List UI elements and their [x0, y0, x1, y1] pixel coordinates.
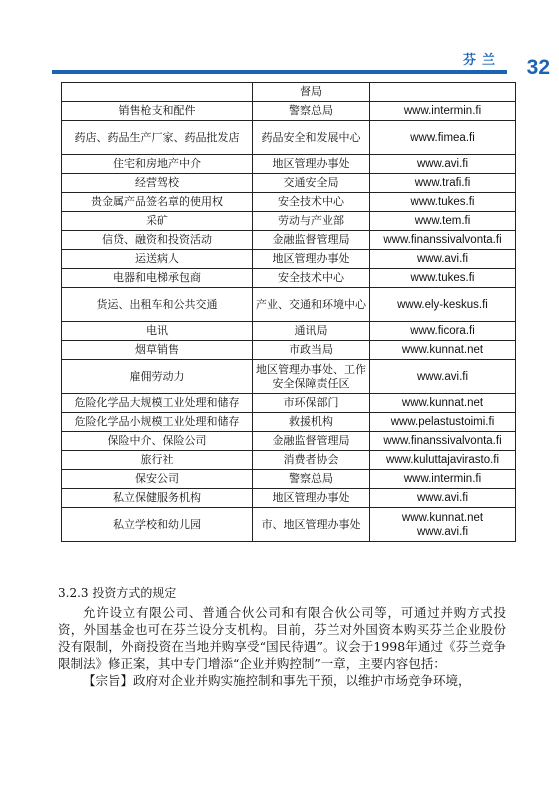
activity-cell: 贵金属产品签名章的使用权: [62, 193, 253, 212]
website-cell[interactable]: www.kunnat.net: [370, 341, 516, 360]
activity-cell: 危险化学品大规模工业处理和储存: [62, 394, 253, 413]
table-row: [62, 193, 516, 212]
activity-cell: 药店、药品生产厂家、药品批发店: [62, 121, 253, 155]
table-row: [62, 413, 516, 432]
table-row: [62, 470, 516, 489]
website-cell[interactable]: www.ely-keskus.fi: [370, 288, 516, 322]
page-number: 32: [526, 56, 550, 79]
activity-cell: [62, 83, 253, 102]
section-title: 3.2.3 投资方式的规定: [58, 586, 177, 600]
table-row: [62, 508, 516, 542]
activity-cell: 采矿: [62, 212, 253, 231]
website-cell[interactable]: www.fimea.fi: [370, 121, 516, 155]
page-header: [0, 0, 559, 80]
table-row: [62, 250, 516, 269]
activity-cell: 货运、出租车和公共交通: [62, 288, 253, 322]
website-cell[interactable]: www.tem.fi: [370, 212, 516, 231]
activity-cell: 销售枪支和配件: [62, 102, 253, 121]
website-cell[interactable]: www.pelastustoimi.fi: [370, 413, 516, 432]
table-row: [62, 121, 516, 155]
website-cell[interactable]: www.kunnat.net www.avi.fi: [370, 508, 516, 542]
authority-cell: 地区管理办事处: [253, 155, 370, 174]
website-cell[interactable]: www.tukes.fi: [370, 269, 516, 288]
activity-cell: 保险中介、保险公司: [62, 432, 253, 451]
website-cell[interactable]: www.avi.fi: [370, 250, 516, 269]
website-cell[interactable]: www.kunnat.net: [370, 394, 516, 413]
table-row: [62, 489, 516, 508]
website-cell[interactable]: www.finanssivalvonta.fi: [370, 231, 516, 250]
table-row: [62, 322, 516, 341]
authority-cell: 产业、交通和环境中心: [253, 288, 370, 322]
authority-cell: 救援机构: [253, 413, 370, 432]
authority-cell: 安全技术中心: [253, 269, 370, 288]
website-cell[interactable]: www.avi.fi: [370, 489, 516, 508]
authority-cell: 警察总局: [253, 102, 370, 121]
authority-cell: 通讯局: [253, 322, 370, 341]
website-cell[interactable]: www.intermin.fi: [370, 102, 516, 121]
authority-cell: 市环保部门: [253, 394, 370, 413]
table-row: [62, 155, 516, 174]
authority-cell: 金融监督管理局: [253, 231, 370, 250]
header-rule: [52, 70, 507, 74]
section-body: [58, 604, 506, 689]
website-cell[interactable]: www.tukes.fi: [370, 193, 516, 212]
authority-cell: 金融监督管理局: [253, 432, 370, 451]
website-cell[interactable]: www.avi.fi: [370, 360, 516, 394]
table-row: [62, 212, 516, 231]
regulatory-table: [61, 82, 516, 542]
activity-cell: 经营驾校: [62, 174, 253, 193]
table-row: [62, 83, 516, 102]
website-cell[interactable]: www.trafi.fi: [370, 174, 516, 193]
activity-cell: 保安公司: [62, 470, 253, 489]
table-row: [62, 360, 516, 394]
activity-cell: 旅行社: [62, 451, 253, 470]
authority-cell: 地区管理办事处、工作安全保障责任区: [253, 360, 370, 394]
activity-cell: 私立学校和幼儿园: [62, 508, 253, 542]
authority-cell: 市、地区管理办事处: [253, 508, 370, 542]
table-row: [62, 432, 516, 451]
website-cell[interactable]: www.kuluttajavirasto.fi: [370, 451, 516, 470]
authority-cell: 警察总局: [253, 470, 370, 489]
activity-cell: 烟草销售: [62, 341, 253, 360]
table-row: [62, 341, 516, 360]
website-cell[interactable]: www.avi.fi: [370, 155, 516, 174]
country-title: 芬兰: [462, 53, 501, 68]
paragraph: 【宗旨】政府对企业并购实施控制和事先干预，以维护市场竞争环境，: [83, 673, 471, 688]
table-row: [62, 394, 516, 413]
activity-cell: 住宅和房地产中介: [62, 155, 253, 174]
authority-cell: 药品安全和发展中心: [253, 121, 370, 155]
activity-cell: 危险化学品小规模工业处理和储存: [62, 413, 253, 432]
table-row: [62, 288, 516, 322]
table-row: [62, 174, 516, 193]
authority-cell: 消费者协会: [253, 451, 370, 470]
website-cell[interactable]: www.finanssivalvonta.fi: [370, 432, 516, 451]
table-row: [62, 451, 516, 470]
activity-cell: 电器和电梯承包商: [62, 269, 253, 288]
authority-cell: 劳动与产业部: [253, 212, 370, 231]
activity-cell: 电讯: [62, 322, 253, 341]
website-cell[interactable]: www.ficora.fi: [370, 322, 516, 341]
authority-cell: 安全技术中心: [253, 193, 370, 212]
table-row: [62, 231, 516, 250]
website-cell[interactable]: [370, 83, 516, 102]
activity-cell: 私立保健服务机构: [62, 489, 253, 508]
paragraph: 允许设立有限公司、普通合伙公司和有限合伙公司等，可通过并购方式投资，外国基金也可在芬兰设分支机构。目前，芬兰对外国资本购买芬兰企业股份没有限制，外商投资在当地并购享受“国民待遇”。议会于1998年通过《芬兰竞争限制法》修正案，其中专门增添“企业并购控制”一章，主要内容包括：: [58, 605, 506, 671]
table-row: [62, 269, 516, 288]
website-cell[interactable]: www.intermin.fi: [370, 470, 516, 489]
activity-cell: 雇佣劳动力: [62, 360, 253, 394]
activity-cell: 运送病人: [62, 250, 253, 269]
authority-cell: 督局: [253, 83, 370, 102]
authority-cell: 地区管理办事处: [253, 489, 370, 508]
authority-cell: 市政当局: [253, 341, 370, 360]
table-row: [62, 102, 516, 121]
authority-cell: 交通安全局: [253, 174, 370, 193]
authority-cell: 地区管理办事处: [253, 250, 370, 269]
activity-cell: 信贷、融资和投资活动: [62, 231, 253, 250]
